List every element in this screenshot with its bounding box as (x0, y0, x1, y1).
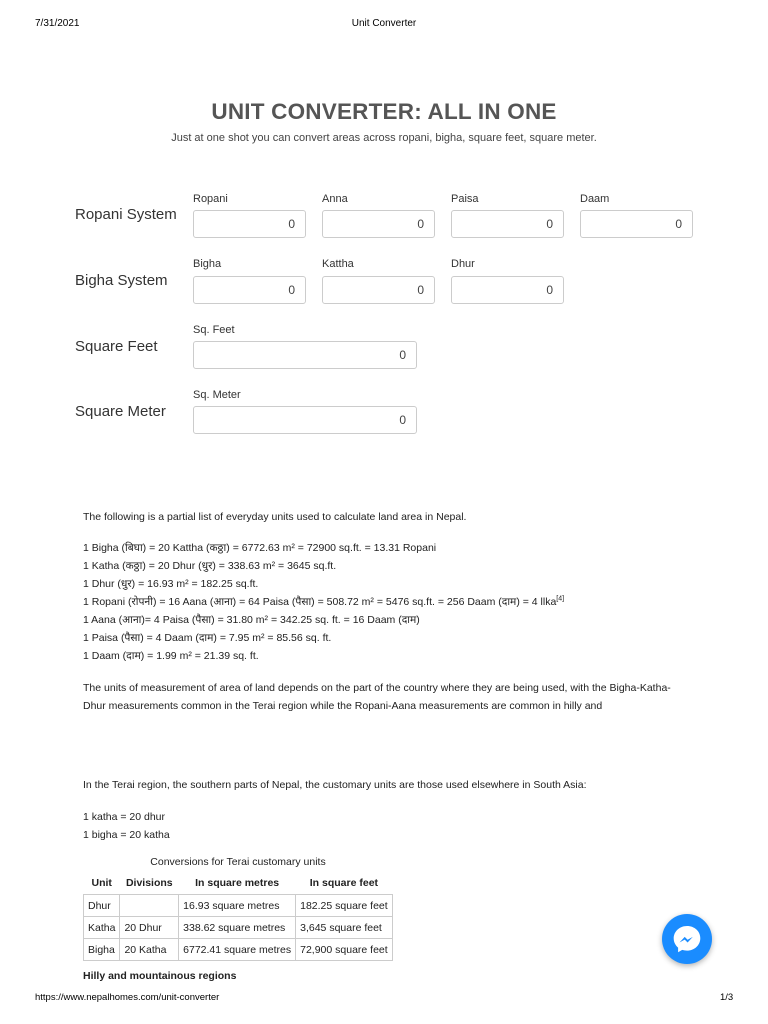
bigha-system-label: Bigha System (75, 272, 168, 289)
paisa-input[interactable]: 0 (451, 210, 564, 238)
rule-bigha: 1 bigha = 20 katha (83, 829, 170, 841)
table-cell: Katha (84, 917, 120, 939)
messenger-chat-button[interactable] (662, 914, 712, 964)
unit-line-bigha: 1 Bigha (बिघा) = 20 Kattha (कठ्ठा) = 6772.63 m² = 72900 sq.ft. = 13.31 Ropani (83, 542, 437, 554)
kattha-input[interactable]: 0 (322, 276, 435, 304)
unit-line-aana: 1 Aana (आना)= 4 Paisa (पैसा) = 31.80 m² = 342.25 sq. ft. = 16 Daam (दाम) (83, 614, 420, 626)
anna-label: Anna (322, 193, 348, 205)
sq-feet-label: Sq. Feet (193, 324, 235, 336)
square-feet-label: Square Feet (75, 338, 158, 355)
table-cell: 16.93 square metres (179, 895, 296, 917)
unit-line-ropani-text: 1 Ropani (रोपनी) = 16 Aana (आना) = 64 Paisa (पैसा) = 508.72 m² = 5476 sq.ft. = 256 Daam (दाम) = 4 llka (83, 596, 557, 608)
square-meter-label: Square Meter (75, 403, 166, 420)
anna-input[interactable]: 0 (322, 210, 435, 238)
sq-meter-label: Sq. Meter (193, 389, 241, 401)
page-title: UNIT CONVERTER: ALL IN ONE (211, 99, 557, 124)
table-header: Unit (91, 877, 112, 889)
daam-label: Daam (580, 193, 610, 205)
table-header: In square feet (309, 877, 379, 889)
unit-line-paisa: 1 Paisa (पैसा) = 4 Daam (दाम) = 7.95 m² = 85.56 sq. ft. (83, 632, 332, 644)
terai-conversion-table (83, 872, 393, 961)
table-cell: 182.25 square feet (296, 895, 393, 917)
table-cell: 338.62 square metres (179, 917, 296, 939)
print-page-number: 1/3 (720, 992, 734, 1003)
table-header: In square metres (195, 877, 280, 889)
table-row (84, 895, 393, 917)
page-subtitle: Just at one shot you can convert areas across ropani, bigha, square feet, square meter. (171, 132, 597, 144)
dhur-label: Dhur (451, 258, 475, 270)
bigha-label: Bigha (193, 258, 222, 270)
ropani-input[interactable]: 0 (193, 210, 306, 238)
print-url: https://www.nepalhomes.com/unit-converter (35, 992, 220, 1003)
table-row (84, 939, 393, 961)
sq-meter-input[interactable]: 0 (193, 406, 417, 434)
table-row (84, 917, 393, 939)
terai-intro: In the Terai region, the southern parts of Nepal, the customary units are those used elsewhere in South Asia: (83, 779, 587, 791)
paisa-label: Paisa (451, 193, 479, 205)
region-paragraph: The units of measurement of area of land depends on the part of the country where they are being used, with the Bigha-Katha-Dhur measurements common in the Terai region while the Ropani-Aana measurements are common in hilly and (83, 682, 671, 712)
sq-feet-input[interactable]: 0 (193, 341, 417, 369)
table-cell: 3,645 square feet (296, 917, 393, 939)
ropani-label: Ropani (193, 193, 228, 205)
footnote-ref[interactable]: [4] (556, 595, 565, 603)
print-title: Unit Converter (351, 18, 417, 29)
table-cell: Bigha (84, 939, 120, 961)
unit-line-daam: 1 Daam (दाम) = 1.99 m² = 21.39 sq. ft. (83, 650, 259, 662)
intro-text: The following is a partial list of everyday units used to calculate land area in Nepal. (83, 511, 467, 523)
table-cell: 20 Katha (120, 939, 179, 961)
table-caption: Conversions for Terai customary units (150, 856, 326, 868)
table-cell: Dhur (84, 895, 120, 917)
unit-line-katha: 1 Katha (कठ्ठा) = 20 Dhur (धुर) = 338.63 m² = 3645 sq.ft. (83, 560, 337, 572)
table-cell: 20 Dhur (120, 917, 179, 939)
dhur-input[interactable]: 0 (451, 276, 564, 304)
table-header: Divisions (125, 877, 173, 889)
print-date: 7/31/2021 (35, 18, 80, 29)
messenger-icon (662, 914, 712, 964)
table-cell (120, 895, 179, 917)
bigha-input[interactable]: 0 (193, 276, 306, 304)
unit-line-dhur: 1 Dhur (धुर) = 16.93 m² = 182.25 sq.ft. (83, 578, 259, 590)
rule-katha: 1 katha = 20 dhur (83, 811, 166, 823)
kattha-label: Kattha (322, 258, 354, 270)
table-cell: 72,900 square feet (296, 939, 393, 961)
table-header-row (84, 872, 393, 895)
ropani-system-label: Ropani System (75, 206, 177, 223)
daam-input[interactable]: 0 (580, 210, 693, 238)
hilly-regions-heading: Hilly and mountainous regions (83, 970, 237, 982)
unit-line-ropani (83, 595, 564, 609)
table-cell: 6772.41 square metres (179, 939, 296, 961)
